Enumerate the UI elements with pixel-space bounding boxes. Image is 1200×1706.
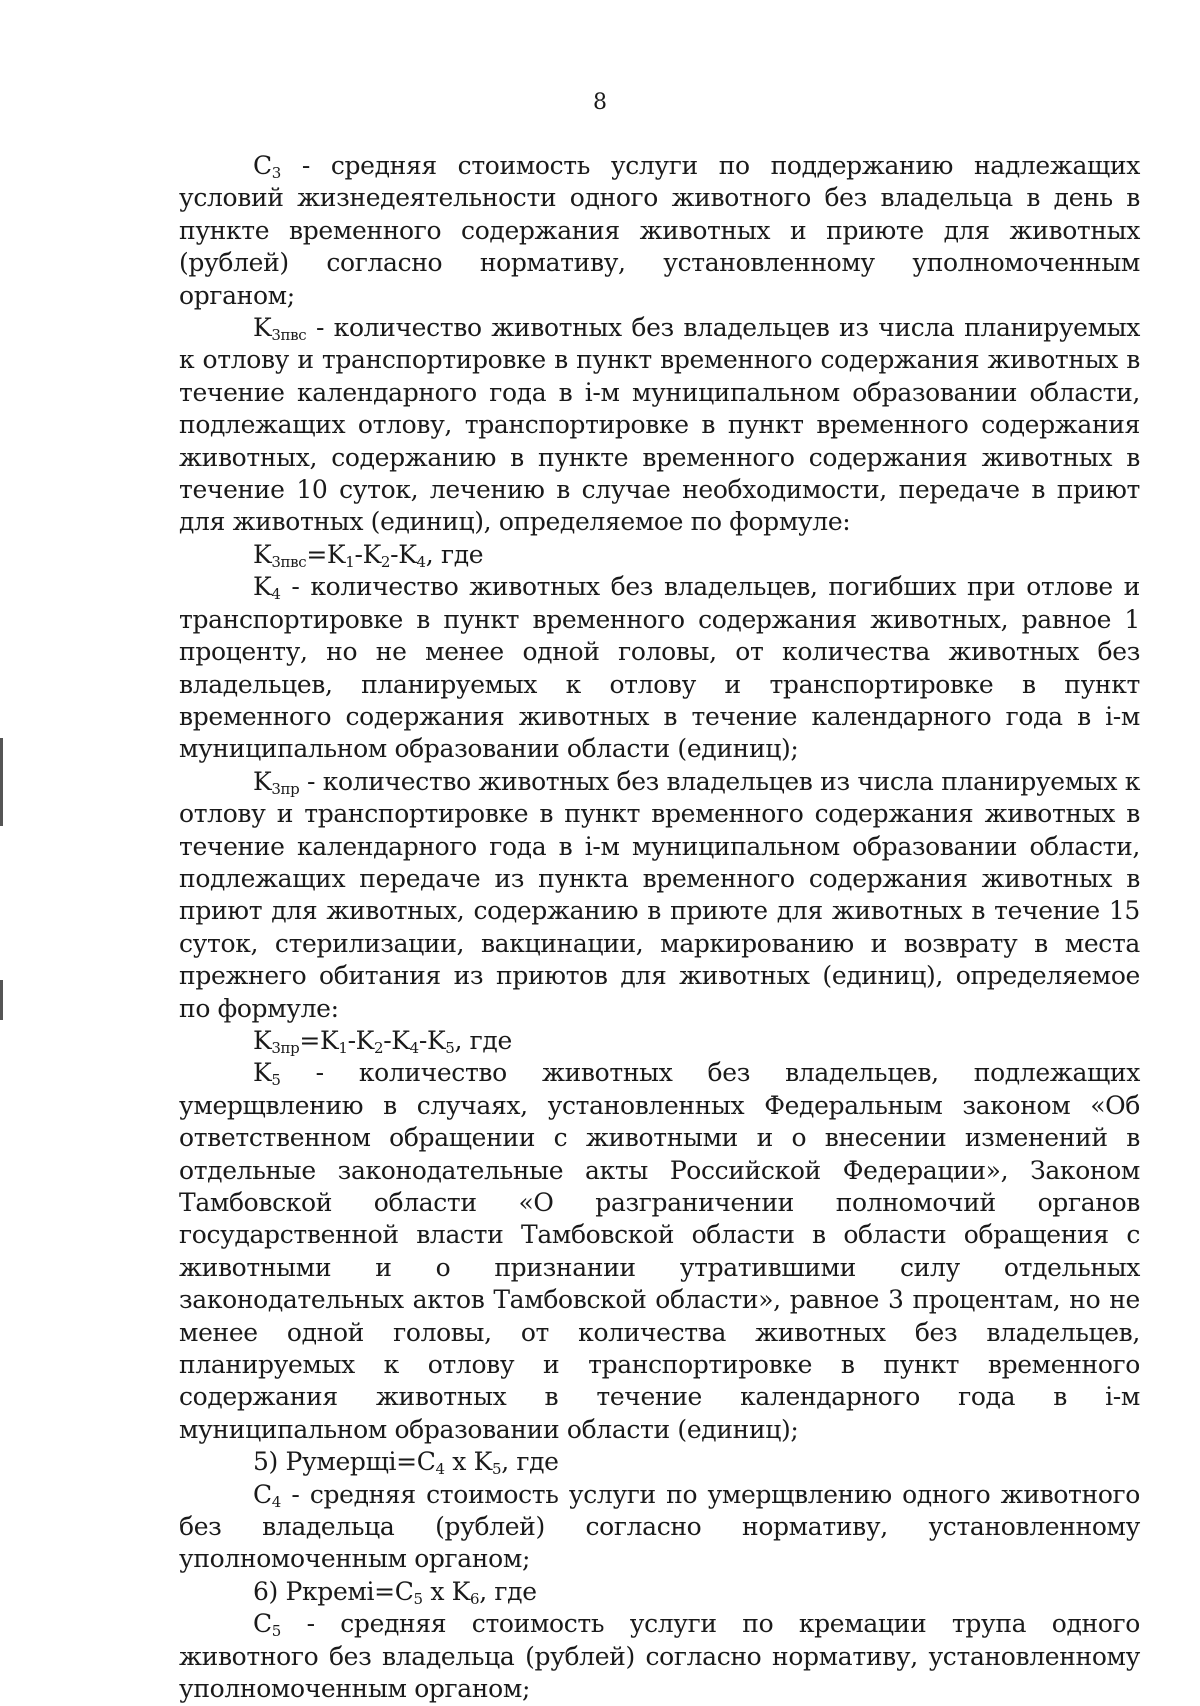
subscript: 1 <box>345 552 355 571</box>
text-run: C <box>253 1479 272 1509</box>
text-run: , где <box>454 1025 512 1055</box>
formula-pkrem <box>179 1576 1140 1608</box>
subscript: 1 <box>338 1038 348 1057</box>
subscript: 4 <box>271 585 281 604</box>
subscript: 2 <box>380 552 391 571</box>
paragraph-c5-definition <box>179 1608 1140 1705</box>
paragraph-c3-definition <box>179 150 1140 312</box>
text-run: - количество животных без владельцев из числа планируемых к отлову и транспортировке в пункт временного содержания животных в течение календарного года в i-м муниципальном образовании области, подлежащих передаче из пункта временного содержания животных в приют для животных, содержанию в приюте для животных в течение 15 суток, стерилизации, вакцинации, маркированию и возврату в места прежнего обитания из приютов для животных (единиц), определяемое по формуле: <box>179 766 1140 1023</box>
formula-pumershch <box>179 1446 1140 1478</box>
subscript: 2 <box>374 1038 384 1057</box>
text-run: =K <box>306 539 346 569</box>
paragraph-k3pvs-definition <box>179 312 1140 539</box>
subscript: 3пвс <box>271 552 307 571</box>
text-run: -K <box>354 539 381 569</box>
subscript: 5 <box>413 1589 423 1608</box>
text-run: - количество животных без владельцев, подлежащих умерщвлению в случаях, установленных Федеральным законом «Об ответственном обращении с животными и о внесении изменений в отдельные законодательные акты Российской Федерации», Законом Тамбовской области «О разграничении полномочий органов государственной власти Тамбовской области в области обращения с животными и о признании утратившими силу отдельных законодательных актов Тамбовской области», равное 3 процентам, но не менее одной головы, от количества животных без владельцев, планируемых к отлову и транспортировке в пункт временного содержания животных в течение календарного года в i-м муниципальном образовании области (единиц); <box>179 1058 1140 1444</box>
text-run: K <box>253 1058 272 1088</box>
document-body <box>179 150 1140 1706</box>
text-run: 5) Pумерщi=C <box>253 1447 436 1477</box>
text-run: -K <box>390 539 417 569</box>
subscript: 3пвс <box>271 326 307 345</box>
text-run: -K <box>347 1025 374 1055</box>
subscript: 3пр <box>271 1038 300 1057</box>
subscript: 6 <box>470 1589 480 1608</box>
text-run: K <box>253 1025 272 1055</box>
text-run: - средняя стоимость услуги по умерщвлению одного животного без владельца (рублей) согласно нормативу, установленному уполномоченным органом; <box>179 1479 1140 1574</box>
subscript: 5 <box>445 1038 455 1057</box>
text-run: K <box>253 313 272 343</box>
text-run: - средняя стоимость услуги по кремации трупа одного животного без владельца (рублей) согласно нормативу, установленному уполномоченным органом; <box>179 1609 1140 1704</box>
text-run: - количество животных без владельцев из числа планируемых к отлову и транспортировке в пункт временного содержания животных в течение календарного года в i-м муниципальном образовании области, подлежащих отлову, транспортировке в пункт временного содержания животных, содержанию в пункте временного содержания животных в течение 10 суток, лечению в случае необходимости, передаче в приют для животных (единиц), определяемое по формуле: <box>179 313 1140 537</box>
text-run: - количество животных без владельцев, погибших при отлове и транспортировке в пункт временного содержания животных, равное 1 проценту, но не менее одной головы, от количества животных без владельцев, планируемых к отлову и транспортировке в пункт временного содержания животных в течение календарного года в i-м муниципальном образовании области (единиц); <box>179 572 1140 764</box>
text-run: x K <box>422 1576 471 1606</box>
subscript: 3 <box>271 164 281 182</box>
subscript: 5 <box>271 1622 281 1641</box>
subscript: 4 <box>409 1038 419 1057</box>
paragraph-k4-definition <box>179 571 1140 765</box>
text-run: C <box>253 151 272 180</box>
subscript: 4 <box>435 1460 445 1479</box>
scan-edge-mark <box>0 738 3 826</box>
text-run: - средняя стоимость услуги по поддержанию надлежащих условий жизнедеятельности одного животного без владельца в день в пункте временного содержания животных и приюте для животных (рублей) согласно нормативу, установленному уполномоченным органом; <box>179 151 1140 310</box>
paragraph-k3pr-definition <box>179 766 1140 1025</box>
formula-k3pvs <box>179 539 1140 571</box>
text-run: =K <box>299 1025 339 1055</box>
subscript: 5 <box>271 1071 281 1090</box>
scan-edge-mark <box>0 980 3 1020</box>
paragraph-k5-definition <box>179 1057 1140 1446</box>
subscript: 4 <box>416 552 426 571</box>
page-number: 8 <box>593 90 607 115</box>
subscript: 4 <box>271 1492 281 1511</box>
text-run: -K <box>418 1025 446 1055</box>
formula-k3pr <box>179 1025 1140 1057</box>
text-run: 6) Pкремi=C <box>253 1576 414 1606</box>
text-run: -K <box>383 1025 410 1055</box>
subscript: 5 <box>491 1460 502 1479</box>
text-run: K <box>253 572 272 602</box>
text-run: K <box>253 539 272 569</box>
text-run: K <box>253 766 272 796</box>
text-run: , где <box>501 1447 559 1477</box>
text-run: x K <box>444 1447 492 1477</box>
paragraph-c4-definition <box>179 1479 1140 1576</box>
text-run: C <box>253 1609 272 1639</box>
subscript: 3пр <box>271 779 300 798</box>
text-run: , где <box>425 539 484 569</box>
text-run: , где <box>479 1576 537 1606</box>
